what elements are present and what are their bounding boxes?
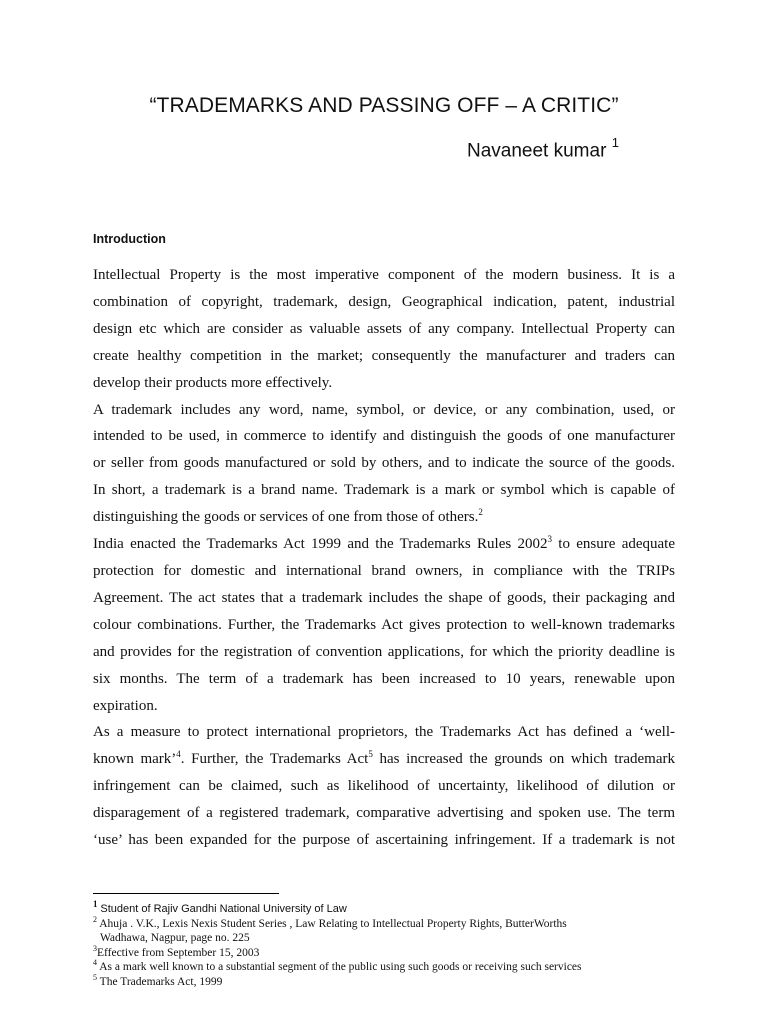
footnote-text: The Trademarks Act, 1999 [99, 975, 223, 988]
paragraph-2 [93, 397, 675, 532]
footnote-mark: 3 [93, 943, 97, 953]
text-line: design etc which are consider as valuable assets of any company. Intellectual Property can [93, 320, 675, 337]
text-fragment: India enacted the Trademarks Act 1999 and the Trademarks Rules 2002 [93, 536, 548, 553]
text-line [93, 504, 675, 531]
text-fragment: to ensure adequate [552, 536, 675, 553]
footnote-2-continuation: Wadhawa, Nagpur, page no. 225 [100, 932, 250, 945]
text-line: ‘use’ has been expanded for the purpose of ascertaining infringement. If a trademark is not [93, 832, 675, 849]
text-line: As a measure to protect international proprietors, the Trademarks Act has defined a ‘well- [93, 724, 675, 741]
paragraph-3 [93, 531, 675, 719]
text-line [93, 531, 675, 558]
author-footnote-mark: 1 [611, 135, 619, 150]
paragraph-1 [93, 262, 675, 397]
text-line: colour combinations. Further, the Trademarks Act gives protection to well-known trademarks [93, 616, 675, 633]
footnote-ref: 4 [176, 749, 181, 760]
text-line: or seller from goods manufactured or sold by others, and to indicate the source of the goods. [93, 455, 675, 472]
footnote-text: Student of Rajiv Gandhi National University of Law [100, 903, 347, 915]
footnote-text: As a mark well known to a substantial segment of the public using such goods or receiving such services [99, 961, 582, 974]
document-title: “TRADEMARKS AND PASSING OFF – A CRITIC” [149, 94, 619, 117]
text-line: Agreement. The act states that a trademark includes the shape of goods, their packaging and [93, 589, 675, 606]
text-fragment: distinguishing the goods or services of one from those of others. [93, 509, 479, 526]
text-line: A trademark includes any word, name, symbol, or device, or any combination, used, or [93, 401, 675, 418]
author-line [467, 137, 619, 162]
author-name: Navaneet kumar [467, 140, 607, 162]
footnote-mark: 1 [93, 899, 98, 909]
footnote-text: Effective from September 15, 2003 [97, 946, 260, 959]
text-line: disparagement of a registered trademark, comparative advertising and spoken use. The term [93, 805, 675, 822]
footnote-ref: 3 [547, 534, 552, 545]
footnote-1 [93, 899, 693, 917]
footnote-5 [93, 972, 693, 990]
text-fragment: has increased the grounds on which trademark [372, 751, 675, 768]
text-line: In short, a trademark is a brand name. Trademark is a mark or symbol which is capable of [93, 482, 675, 499]
text-line: Intellectual Property is the most imperative component of the modern business. It is a [93, 267, 675, 283]
text-line: combination of copyright, trademark, design, Geographical indication, patent, industrial [93, 293, 675, 310]
footnote-mark: 4 [93, 958, 97, 968]
text-line: expiration. [93, 697, 158, 714]
footnote-4 [93, 960, 693, 975]
text-line: create healthy competition in the market; consequently the manufacturer and traders can [93, 347, 675, 364]
footnote-3 [93, 943, 693, 961]
footnote-mark: 2 [93, 914, 97, 924]
footnotes [93, 899, 693, 990]
text-line: and provides for the registration of convention applications, for which the priority deadline is [93, 643, 675, 660]
text-fragment: known mark’ [93, 751, 177, 768]
footnote-separator [93, 893, 279, 894]
text-line: infringement can be claimed, such as likelihood of uncertainty, likelihood of dilution or [93, 778, 675, 795]
text-line: protection for domestic and international brand owners, in compliance with the TRIPs [93, 562, 675, 579]
text-line: intended to be used, in commerce to identify and distinguish the goods of one manufacturer [93, 428, 675, 445]
text-fragment: . Further, the Trademarks Act [180, 751, 369, 768]
paragraph-4 [93, 719, 675, 854]
footnote-mark: 5 [93, 972, 97, 982]
footnote-ref: 2 [478, 507, 483, 518]
footnote-ref: 5 [368, 749, 373, 760]
text-line [93, 746, 675, 773]
text-line: develop their products more effectively. [93, 374, 333, 391]
footnote-2 [93, 914, 693, 932]
section-heading: Introduction [93, 232, 166, 246]
body-text [93, 262, 675, 854]
text-line: six months. The term of a trademark has been increased to 10 years, renewable upon [93, 670, 675, 687]
footnote-text: Ahuja . V.K., Lexis Nexis Student Series , Law Relating to Intellectual Property Rights, ButterWorths [99, 917, 567, 930]
